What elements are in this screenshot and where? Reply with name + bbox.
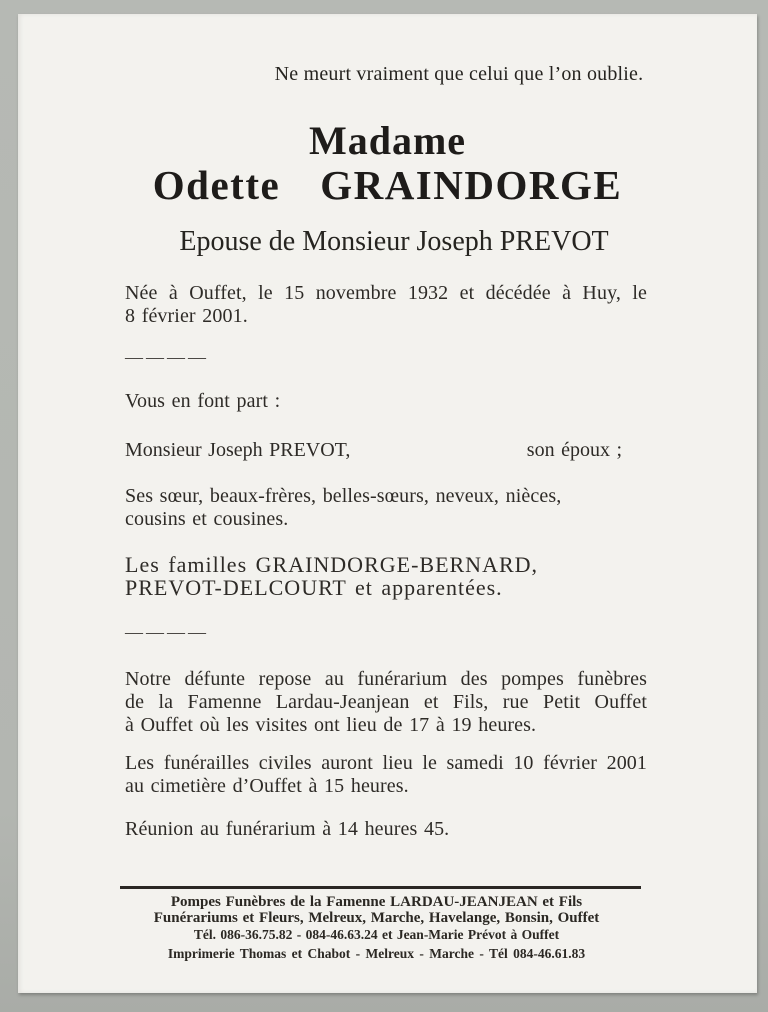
vital-dates-paragraph bbox=[125, 282, 647, 328]
epitaph-quote: Ne meurt vraiment que celui que l’on oublie. bbox=[274, 63, 644, 85]
deceased-last-name: GRAINDORGE bbox=[320, 162, 623, 208]
repose-line: Notre défunte repose au funérarium des pompes funèbres bbox=[125, 668, 647, 690]
vital-dates-line: Née à Ouffet, le 15 novembre 1932 et décédée à Huy, le bbox=[125, 282, 647, 304]
footer-imprint bbox=[114, 894, 639, 962]
dash-separator: ———— bbox=[125, 347, 209, 367]
deceased-full-name bbox=[18, 163, 757, 208]
deceased-first-name: Odette bbox=[152, 162, 281, 208]
vital-dates-line: 8 février 2001. bbox=[125, 305, 248, 327]
repose-paragraph bbox=[125, 668, 647, 737]
footer-line-phones: Tél. 086-36.75.82 - 084-46.63.24 et Jean-Marie Prévot à Ouffet bbox=[193, 926, 560, 942]
footer-line-funeral-home: Pompes Funèbres de la Famenne LARDAU-JEANJEAN et Fils bbox=[170, 894, 583, 910]
spouse-row bbox=[125, 439, 622, 462]
spouse-name: Monsieur Joseph PREVOT, bbox=[125, 439, 351, 461]
repose-line: à Ouffet où les visites ont lieu de 17 à 19 heures. bbox=[125, 714, 537, 736]
relatives-line: cousins et cousines. bbox=[125, 508, 289, 530]
relatives-paragraph bbox=[125, 485, 647, 531]
funeral-line: Les funérailles civiles auront lieu le samedi 10 février 2001 bbox=[125, 752, 647, 774]
footer-line-printer: Imprimerie Thomas et Chabot - Melreux - Marche - Tél 084-46.61.83 bbox=[167, 945, 586, 961]
funeral-announcement-card bbox=[18, 14, 757, 993]
relatives-line: Ses sœur, beaux-frères, belles-sœurs, neveux, nièces, bbox=[125, 485, 562, 507]
families-line: Les familles GRAINDORGE-BERNARD, bbox=[125, 552, 539, 577]
announcement-intro-line: Vous en font part : bbox=[125, 390, 281, 412]
funeral-paragraph bbox=[125, 752, 647, 798]
footer-rule bbox=[120, 886, 641, 889]
spouse-relation: son époux ; bbox=[526, 439, 622, 461]
meeting-line: Réunion au funérarium à 14 heures 45. bbox=[125, 818, 450, 840]
deceased-title: Madame bbox=[308, 118, 467, 163]
spouse-of-line: Epouse de Monsieur Joseph PREVOT bbox=[179, 226, 609, 257]
families-paragraph bbox=[125, 553, 647, 599]
footer-line-locations: Funérariums et Fleurs, Melreux, Marche, Havelange, Bonsin, Ouffet bbox=[153, 910, 600, 927]
families-line: PREVOT-DELCOURT et apparentées. bbox=[125, 575, 503, 600]
deceased-name-block bbox=[18, 118, 757, 208]
dash-separator: ———— bbox=[125, 622, 209, 642]
repose-line: de la Famenne Lardau-Jeanjean et Fils, rue Petit Ouffet bbox=[125, 691, 647, 713]
funeral-line: au cimetière d’Ouffet à 15 heures. bbox=[125, 775, 409, 797]
